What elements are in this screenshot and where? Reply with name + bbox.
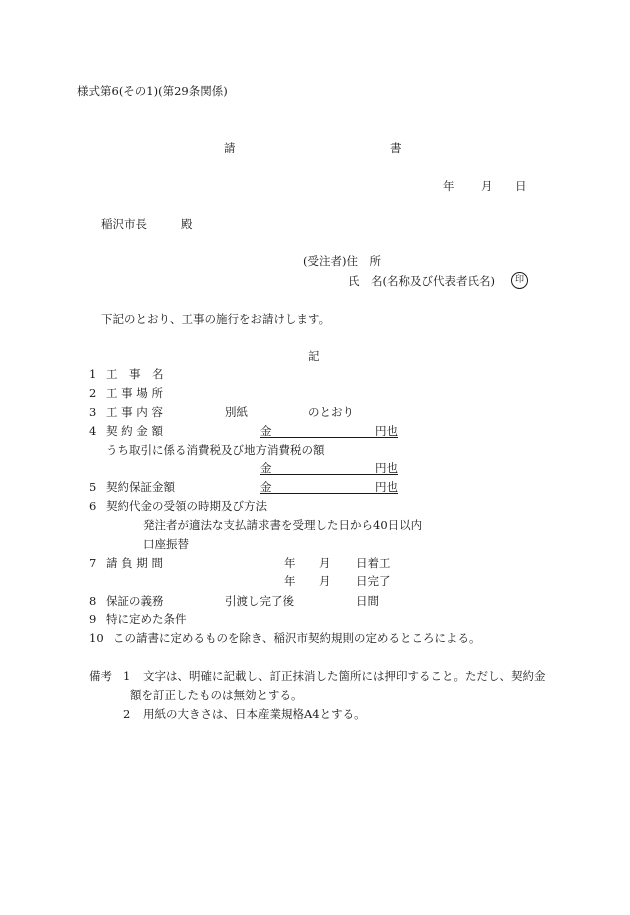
title-left-char: 請 [224, 141, 236, 155]
item-9-number: 9 [89, 612, 97, 626]
date-year: 年 [443, 179, 455, 193]
item-7-number: 7 [89, 556, 97, 570]
item-2-label: 工 事 場 所 [106, 386, 163, 400]
item-5-label: 契約保証金額 [106, 480, 175, 494]
item-6-line-2: 口座振替 [143, 537, 189, 551]
item-3-label: 工 事 内 容 [106, 405, 163, 419]
item-3-suffix: のとおり [308, 405, 354, 419]
title-right-char: 書 [390, 141, 402, 155]
addressee-honorific: 殿 [181, 217, 193, 231]
item-4-number: 4 [89, 424, 97, 438]
item-7-end-day: 日完了 [356, 574, 391, 588]
item-7-start-year: 年 [284, 556, 296, 570]
item-9-label: 特に定めた条件 [106, 612, 187, 626]
item-4-sub-label: うち取引に係る消費税及び地方消費税の額 [106, 443, 325, 457]
item-7-start-day: 日着工 [356, 556, 391, 570]
note-1-number: 1 [123, 669, 131, 683]
item-10-number: 10 [89, 631, 104, 645]
item-8-suffix: 日間 [356, 594, 379, 608]
note-2-number: 2 [123, 707, 131, 721]
form-number: 様式第6(その1)(第29条関係) [77, 84, 228, 98]
item-4-sub-amount: 金 円也 [260, 461, 398, 475]
intro-text: 下記のとおり、工事の施行をお請けします。 [101, 312, 331, 326]
item-8-value: 引渡し完了後 [225, 594, 294, 608]
item-4-label: 契 約 金 額 [106, 424, 163, 438]
item-7-end-year: 年 [284, 574, 296, 588]
contractor-address-label: (受注者)住 所 [303, 254, 381, 268]
note-2-text: 用紙の大きさは、日本産業規格A4とする。 [143, 707, 366, 721]
item-6-line-1: 発注者が適法な支払請求書を受理した日から40日以内 [143, 518, 423, 532]
item-7-label: 請 負 期 間 [106, 556, 163, 570]
note-1-continuation: 額を訂正したものは無効とする。 [130, 688, 303, 702]
seal-mark: 印 [511, 272, 528, 289]
date-day: 日 [515, 179, 527, 193]
item-3-value: 別紙 [225, 405, 248, 419]
date-month: 月 [481, 179, 493, 193]
item-4-amount: 金 円也 [260, 424, 398, 438]
ki-heading: 記 [308, 349, 320, 363]
item-5-amount: 金 円也 [260, 480, 398, 494]
item-6-label: 契約代金の受領の時期及び方法 [106, 499, 267, 513]
item-3-number: 3 [89, 405, 97, 419]
item-1-label: 工 事 名 [106, 367, 164, 381]
notes-label: 備考 [89, 669, 112, 683]
contractor-name-label: 氏 名(名称及び代表者氏名) [348, 274, 495, 288]
note-1-text: 文字は、明確に記載し、訂正抹消した箇所には押印すること。ただし、契約金 [143, 669, 546, 683]
item-7-end-month: 月 [319, 574, 331, 588]
item-8-label: 保証の義務 [106, 594, 164, 608]
item-6-number: 6 [89, 499, 97, 513]
addressee-mayor: 稲沢市長 [101, 217, 147, 231]
item-2-number: 2 [89, 386, 97, 400]
item-1-number: 1 [89, 367, 97, 381]
item-8-number: 8 [89, 594, 97, 608]
item-5-number: 5 [89, 480, 97, 494]
item-7-start-month: 月 [319, 556, 331, 570]
item-10-label: この請書に定めるものを除き、稲沢市契約規則の定めるところによる。 [113, 631, 481, 645]
